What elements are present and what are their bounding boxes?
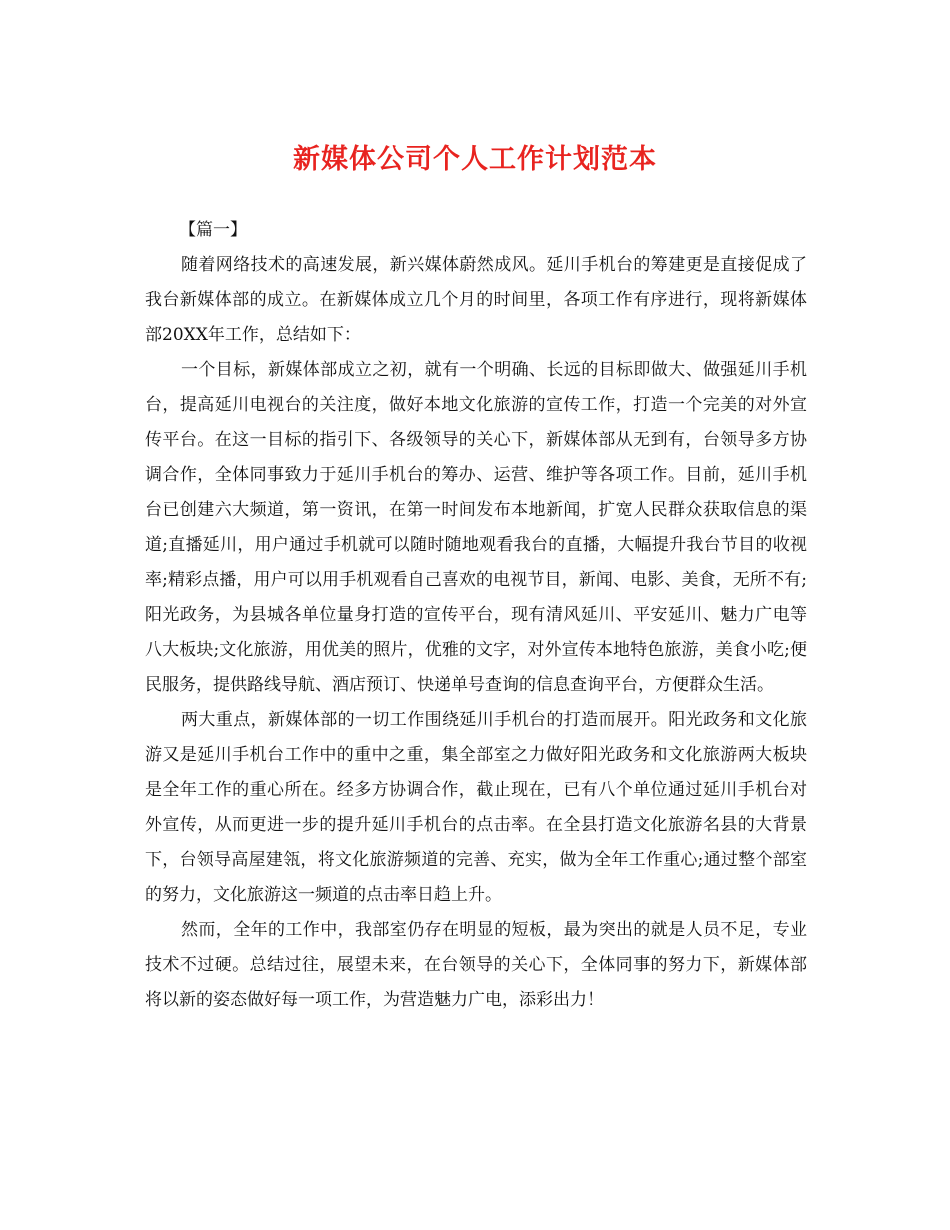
paragraph-focus: 两大重点，新媒体部的一切工作围绕延川手机台的打造而展开。阳光政务和文化旅游又是延川手机台工作中的重中之重，集全部室之力做好阳光政务和文化旅游两大板块是全年工作的重心所在。经多方协调合作，截止现在，已有八个单位通过延川手机台对外宣传，从而更进一步的提升延川手机台的点击率。在全县打造文化旅游名县的大背景下，台领导高屋建瓴，将文化旅游频道的完善、充实，做为全年工作重心;通过整个部室的努力，文化旅游这一频道的点击率日趋上升。	[145, 710, 807, 905]
section-label: 【篇一】	[179, 220, 247, 240]
document-title: 新媒体公司个人工作计划范本	[293, 144, 657, 175]
paragraph-intro: 随着网络技术的高速发展，新兴媒体蔚然成风。延川手机台的筹建更是直接促成了我台新媒体部的成立。在新媒体成立几个月的时间里，各项工作有序进行，现将新媒体部20XX年工作，总结如下：	[145, 255, 807, 345]
paragraph-goal: 一个目标，新媒体部成立之初，就有一个明确、长远的目标即做大、做强延川手机台，提高延川电视台的关注度，做好本地文化旅游的宣传工作，打造一个完美的对外宣传平台。在这一目标的指引下、各级领导的关心下，新媒体部从无到有，台领导多方协调合作，全体同事致力于延川手机台的筹办、运营、维护等各项工作。目前，延川手机台已创建六大频道，第一资讯，在第一时间发布本地新闻，扩宽人民群众获取信息的渠道;直播延川，用户通过手机就可以随时随地观看我台的直播，大幅提升我台节目的收视率;精彩点播，用户可以用手机观看自己喜欢的电视节目，新闻、电影、美食，无所不有;阳光政务，为县城各单位量身打造的宣传平台，现有清风延川、平安延川、魅力广电等八大板块;文化旅游，用优美的照片，优雅的文字，对外宣传本地特色旅游，美食小吃;便民服务，提供路线导航、酒店预订、快递单号查询的信息查询平台，方便群众生活。	[145, 360, 807, 695]
paragraph-conclusion: 然而，全年的工作中，我部室仍存在明显的短板，最为突出的就是人员不足，专业技术不过硬。总结过往，展望未来，在台领导的关心下，全体同事的努力下，新媒体部将以新的姿态做好每一项工作，为营造魅力广电，添彩出力！	[145, 920, 807, 1010]
document-body	[145, 213, 807, 1018]
